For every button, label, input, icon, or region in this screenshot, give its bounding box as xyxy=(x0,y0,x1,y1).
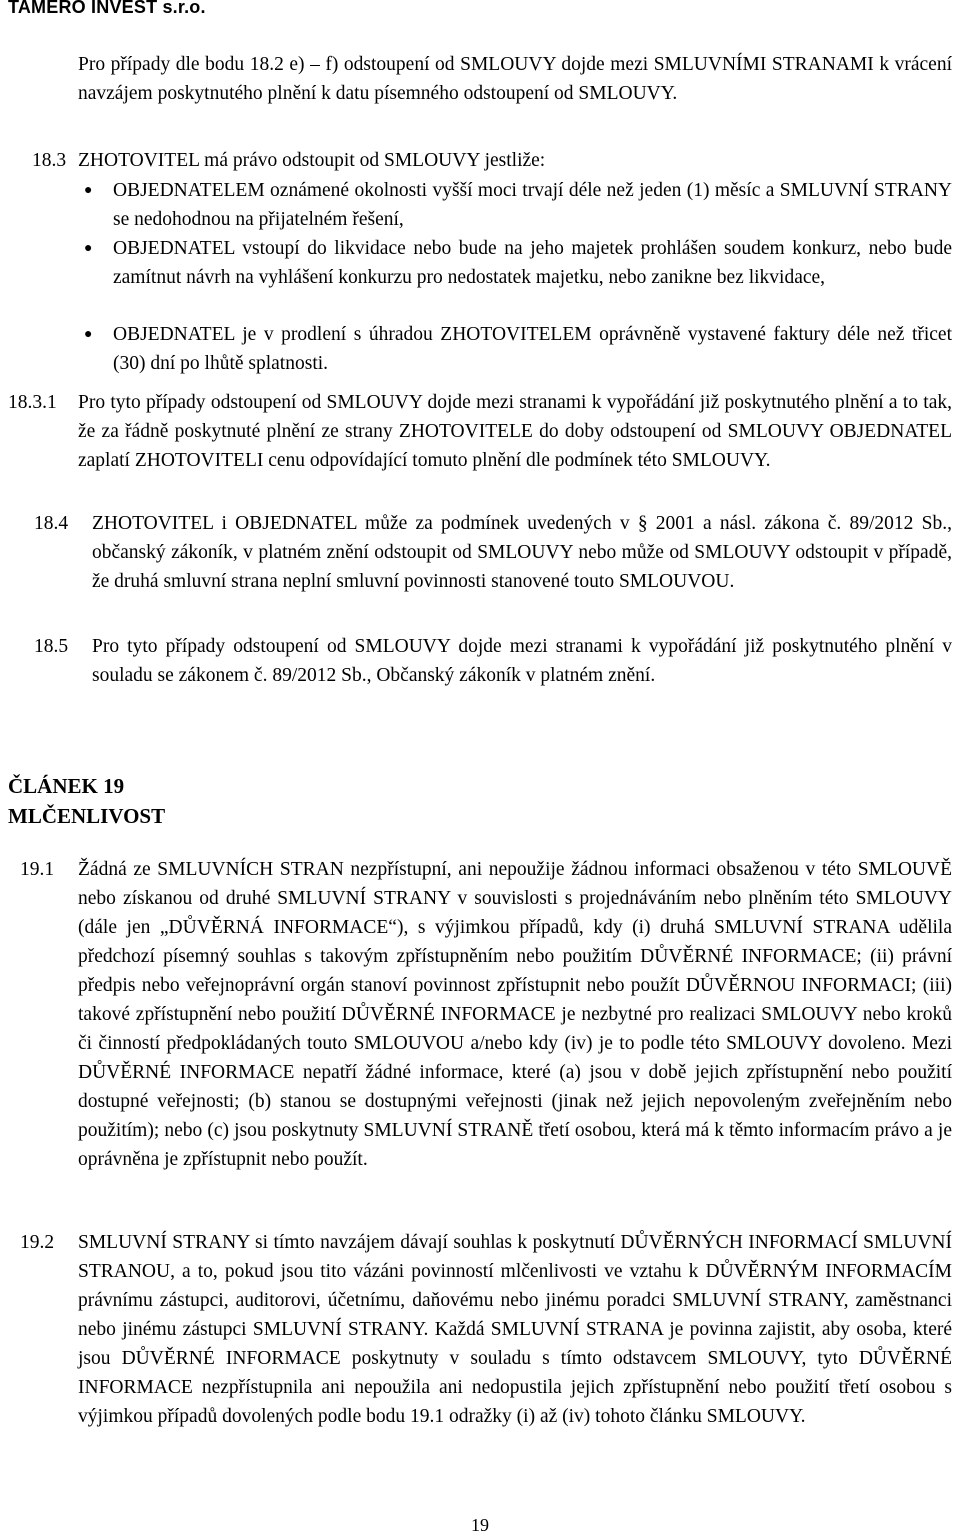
company-header: TAMERO INVEST s.r.o. xyxy=(8,0,206,17)
paragraph-19-2: SMLUVNÍ STRANY si tímto navzájem dávají souhlas k poskytnutí DŮVĚRNÝCH INFORMACÍ SMLUVNÍ STRANOU, a to, pokud jsou tito vázáni povinností mlčenlivosti ve vztahu k DŮVĚRNÝM INFORMACÍM právnímu zástupci, auditorovi, účetnímu, daňovému nebo jinému poradci SMLUVNÍ STRANY, zaměstnanci nebo jinému zástupci SMLUVNÍ STRANY. Každá SMLUVNÍ STRANA je povinna zajistit, aby osoba, které jsou DŮVĚRNÉ INFORMACE poskytnuty v souladu s tímto odstavcem SMLOUVY, tyto DŮVĚRNÉ INFORMACE nezpřístupnila ani nepoužila ani nedopustila jejich zpřístupnění nebo použití třetí osobou s výjimkou případů dovolených podle bodu 19.1 odražky (i) až (iv) tohoto článku SMLOUVY. xyxy=(78,1232,952,1427)
bullet-item: OBJEDNATEL vstoupí do likvidace nebo bude na jeho majetek prohlášen soudem konkurz, nebo bude zamítnut návrh na vyhlášení konkurzu pro nedostatek majetku, nebo zanikne bez likvidace, xyxy=(113,238,952,288)
bullet-icon: ● xyxy=(84,327,93,342)
section-number-19-1: 19.1 xyxy=(20,859,55,880)
section-number-18-4: 18.4 xyxy=(34,513,69,534)
paragraph-18-3: ZHOTOVITEL má právo odstoupit od SMLOUVY jestliže: xyxy=(78,150,546,171)
bullet-item: OBJEDNATEL je v prodlení s úhradou ZHOTOVITELEM oprávněně vystavené faktury déle než třicet (30) dní po lhůtě splatnosti. xyxy=(113,324,952,374)
section-number-18-3-1: 18.3.1 xyxy=(8,392,57,413)
bullet-icon: ● xyxy=(84,241,93,256)
section-number-18-5: 18.5 xyxy=(34,636,69,657)
paragraph-18-3-1: Pro tyto případy odstoupení od SMLOUVY dojde mezi stranami k vypořádání již poskytnutého plnění a to tak, že za řádně poskytnuté plnění ze strany ZHOTOVITELE do doby odstoupení od SMLOUVY OBJEDNATEL zaplatí ZHOTOVITELI cenu odpovídající tomuto plnění dle podmínek této SMLOUVY. xyxy=(78,392,952,471)
article-title: MLČENLIVOST xyxy=(8,804,166,828)
section-number-18-3: 18.3 xyxy=(32,150,67,171)
paragraph-18-4: ZHOTOVITEL i OBJEDNATEL může za podmínek uvedených v § 2001 a násl. zákona č. 89/2012 Sb., občanský zákoník, v platném znění odstoupit od SMLOUVY nebo může od SMLOUVY odstoupit v případě, že druhá smluvní strana neplní smluvní povinnosti stanovené touto SMLOUVOU. xyxy=(92,513,952,592)
article-heading: ČLÁNEK 19 xyxy=(8,774,125,798)
bullet-item: OBJEDNATELEM oznámené okolnosti vyšší moci trvají déle než jeden (1) měsíc a SMLUVNÍ STRANY se nedohodnou na přijatelném řešení, xyxy=(113,180,952,230)
paragraph-18-2-tail: Pro případy dle bodu 18.2 e) – f) odstoupení od SMLOUVY dojde mezi SMLUVNÍMI STRANAMI k vrácení navzájem poskytnutého plnění k datu písemného odstoupení od SMLOUVY. xyxy=(78,54,952,104)
page-number: 19 xyxy=(471,1515,489,1535)
bullet-icon: ● xyxy=(84,183,93,198)
paragraph-19-1: Žádná ze SMLUVNÍCH STRAN nezpřístupní, ani nepoužije žádnou informaci obsaženou v této SMLOUVĚ nebo získanou od druhé SMLUVNÍ STRANY v souvislosti s projednáváním nebo plněním této SMLOUVY (dále jen „DŮVĚRNÁ INFORMACE“), s výjimkou případů, kdy (i) druhá SMLUVNÍ STRANA udělila předchozí písemný souhlas s takovým zpřístupněním nebo použitím DŮVĚRNÉ INFORMACE; (ii) právní předpis nebo veřejnoprávní orgán stanoví povinnost zpřístupnit nebo použít DŮVĚRNOU INFORMACI; (iii) takové zpřístupnění nebo použití DŮVĚRNÉ INFORMACE je nezbytné pro realizaci SMLOUVY nebo kroků či činností předpokládaných touto SMLOUVOU a/nebo kdy (iv) je to podle této SMLOUVY dovoleno. Mezi DŮVĚRNÉ INFORMACE nepatří žádné informace, které (a) jsou v době jejich zpřístupnění nebo použití dostupné veřejnosti; (b) stanou se dostupnými veřejnosti (jinak než jejich nepovoleným zveřejněním nebo použitím); nebo (c) jsou poskytnuty SMLUVNÍ STRANĚ třetí osobou, která má k těmto informacím právo a je oprávněna je zpřístupnit nebo použít. xyxy=(78,859,952,1170)
paragraph-18-5: Pro tyto případy odstoupení od SMLOUVY dojde mezi stranami k vypořádání již poskytnutého plnění v souladu se zákonem č. 89/2012 Sb., Občanský zákoník v platném znění. xyxy=(92,636,952,686)
section-number-19-2: 19.2 xyxy=(20,1232,55,1253)
